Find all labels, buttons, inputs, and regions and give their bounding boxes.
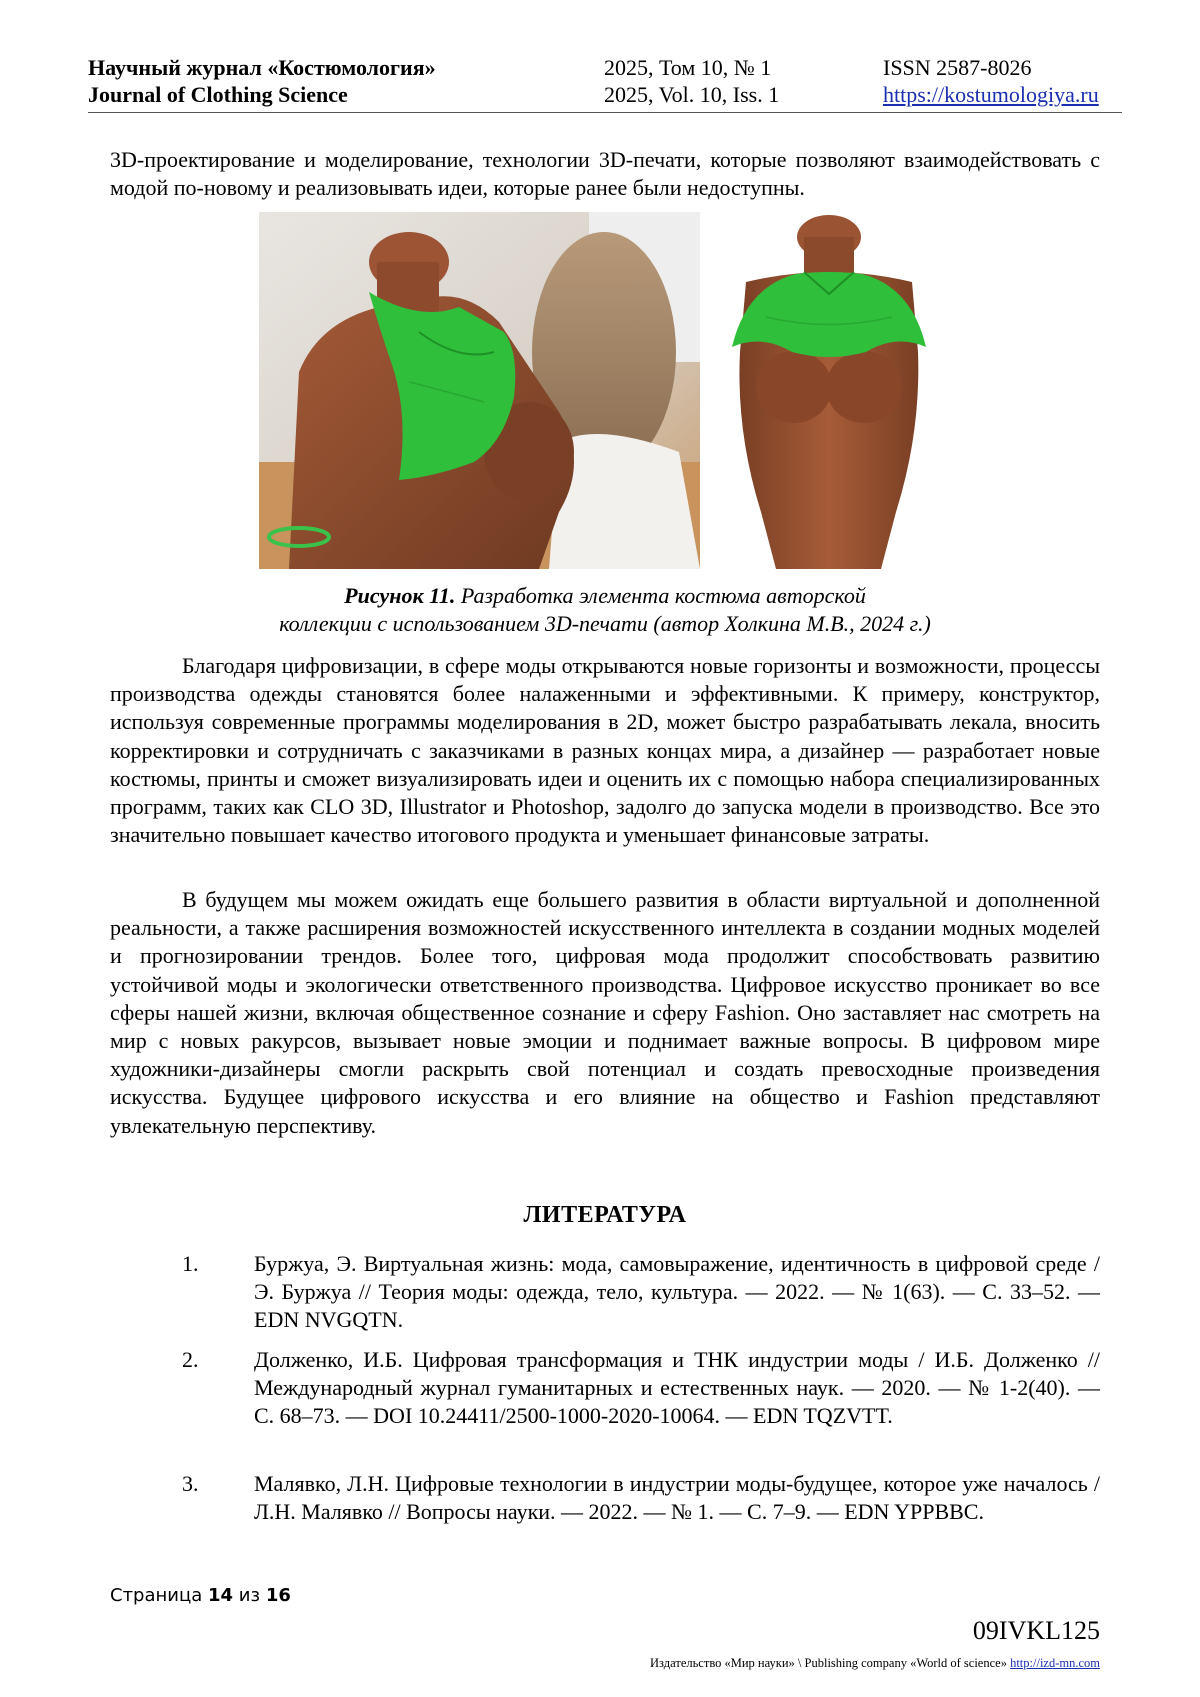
body-paragraph: В будущем мы можем ожидать еще большего развития в области виртуальной и дополненной реальности, а также расширения возможностей искусственного интеллекта в создании модных моделей и прогнозировании трендов. Более того, цифровая мода продолжит способствовать развитию устойчивой моды и экологически ответственного производства. Цифровое искусство проникает во все сферы нашей жизни, включая общественное сознание и сферу Fashion. Оно заставляет нас смотреть на мир с новых ракурсов, вызывает новые эмоции и поднимает важные вопросы. В цифровом мире художники-дизайнеры смогли раскрыть свой потенциал и создать превосходные произведения искусства. Будущее цифрового искусства и его влияние на общество и Fashion представляют увлекательную перспективу. xyxy=(110,887,1100,1138)
reference-item xyxy=(110,1346,1100,1431)
intro-paragraph: 3D-проектирование и моделирование, технологии 3D-печати, которые позволяют взаимодействовать с модой по-новому и реализовывать идеи, которые ранее были недоступны. xyxy=(110,147,1100,201)
issn: ISSN 2587-8026 xyxy=(883,55,1032,80)
article-code: 09IVKL125 xyxy=(972,1616,1100,1645)
publisher-url-link[interactable]: http://izd-mn.com xyxy=(1010,1656,1100,1670)
reference-number: 1. xyxy=(182,1251,199,1276)
journal-title-en: Journal of Clothing Science xyxy=(88,82,348,107)
reference-text: Буржуа, Э. Виртуальная жизнь: мода, самовыражение, идентичность в цифровой среде / Э. Буржуа // Теория моды: одежда, тело, культура. — 2022. — № 1(63). — С. 33–52. — EDN NVGQTN. xyxy=(254,1251,1100,1333)
page-total: 16 xyxy=(265,1585,291,1606)
body-paragraph: Благодаря цифровизации, в сфере моды открываются новые горизонты и возможности, процессы производства одежды становятся более налаженными и эффективными. К примеру, конструктор, используя современные программы моделирования в 2D, может быстро разрабатывать лекала, вносить корректировки и сотрудничать с заказчиками в разных концах мира, а дизайнер — разработает новые костюмы, принты и сможет визуализировать идеи и оценить их с помощью набора специализированных программ, таких как CLO 3D, Illustrator и Photoshop, задолго до запуска модели в производство. Все это значительно повышает качество итогового продукта и уменьшает финансовые затраты. xyxy=(110,653,1100,848)
issn-block xyxy=(883,54,1099,108)
caption-line-1: Разработка элемента костюма авторской xyxy=(460,583,866,608)
mannequin-side-view-image xyxy=(259,212,700,569)
publisher-line xyxy=(650,1656,1100,1671)
issue-ru: 2025, Том 10, № 1 xyxy=(604,55,772,80)
publisher-name: Издательство «Мир науки» \ Publishing company «World of science» xyxy=(650,1656,1007,1670)
reference-item xyxy=(110,1470,1100,1526)
page-number xyxy=(110,1585,291,1606)
reference-number: 3. xyxy=(182,1471,199,1496)
page-current: 14 xyxy=(208,1585,234,1606)
mannequin-front-view-image xyxy=(706,212,952,569)
journal-title-ru: Научный журнал «Костюмология» xyxy=(88,55,436,80)
figure-caption xyxy=(110,582,1100,638)
issue-en: 2025, Vol. 10, Iss. 1 xyxy=(604,82,780,107)
page-word: Страница xyxy=(110,1585,203,1606)
reference-text: Долженко, И.Б. Цифровая трансформация и ТНК индустрии моды / И.Б. Долженко // Международный журнал гуманитарных и естественных наук. — 2020. — № 1-2(40). — С. 68–73. — DOI 10.24411/2500-1000-2020-10064. — EDN TQZVTT. xyxy=(254,1347,1100,1429)
figure-photo-left xyxy=(259,212,700,569)
figure-photo-right xyxy=(706,212,952,569)
page-of: из xyxy=(238,1585,261,1606)
header-divider xyxy=(88,112,1122,113)
figure-label: Рисунок 11. xyxy=(344,583,456,608)
literature-heading: ЛИТЕРАТУРА xyxy=(523,1202,687,1228)
journal-url-link[interactable]: https://kostumologiya.ru xyxy=(883,82,1099,107)
reference-number: 2. xyxy=(182,1347,199,1372)
reference-text: Малявко, Л.Н. Цифровые технологии в индустрии моды-будущее, которое уже началось / Л.Н. Малявко // Вопросы науки. — 2022. — № 1. — С. 7–9. — EDN YPPBBC. xyxy=(254,1471,1100,1525)
caption-line-2: коллекции с использованием 3D-печати (автор Холкина М.В., 2024 г.) xyxy=(279,611,931,636)
journal-title-block xyxy=(88,54,436,108)
reference-item xyxy=(110,1250,1100,1335)
issue-block xyxy=(604,54,779,108)
